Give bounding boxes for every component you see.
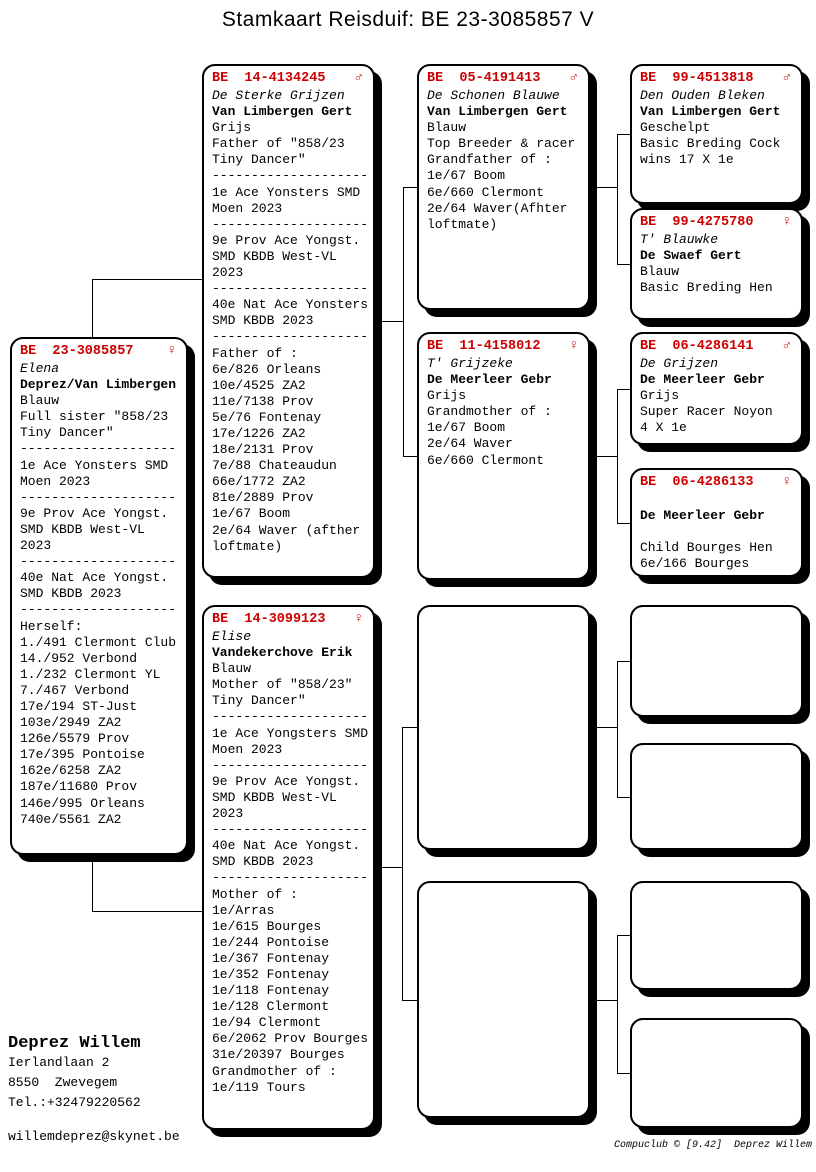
pedigree-box-ggp-2 [630,208,803,320]
box-body [427,356,588,469]
connector-line [590,456,617,457]
pedigree-text-line [640,524,801,540]
pedigree-box-empty [417,881,590,1118]
pedigree-text-line: Mother of : [212,886,298,902]
pedigree-text-line: 6e/660 Clermont [427,452,545,468]
connector-line [375,867,402,868]
page-title: Stamkaart Reisduif: BE 23-3085857 V [221,8,595,31]
pedigree-text-line: De Meerleer Gebr [640,508,765,524]
pedigree-text-line: 17e/1226 ZA2 [212,425,306,441]
pedigree-text-line: Deprez/Van Limbergen [20,377,177,393]
pedigree-text-line: 1e/367 Fontenay [212,950,330,966]
pedigree-text-line: Blauw [427,120,467,136]
ring-number: BE 23-3085857 ♀ [20,343,176,359]
pedigree-text-line: 6e/166 Bourges [640,556,750,572]
pedigree-text-line: Tiny Dancer" [212,152,306,168]
pedigree-text-line: Basic Breding Cock [640,136,781,152]
pedigree-box-empty [630,743,803,850]
pedigree-box-empty [630,1018,803,1128]
pedigree-text-line: Grandmother of : [427,404,552,420]
pedigree-text-line: 6e/826 Orleans [212,361,322,377]
pedigree-text-line: 9e Prov Ace Yongst. [212,773,361,789]
pedigree-text-line: Grijs [212,120,252,136]
ring-number: BE 99-4513818 ♂ [640,70,791,86]
pedigree-box-subject [10,337,188,855]
pedigree-text-line: 1e Ace Yonsters SMD [212,184,361,200]
pedigree-text-line: 66e/1772 ZA2 [212,474,306,490]
pedigree-text-line: De Swaef Gert [640,248,742,264]
ring-number: BE 06-4286133 ♀ [640,474,791,490]
pedigree-text-line: SMD KBDB 2023 [212,313,314,329]
pedigree-text-line: Basic Breding Hen [640,280,773,296]
male-icon: ♂ [354,70,363,86]
connector-line [617,661,618,797]
owner-phone: Tel.:+32479220562 [8,1095,141,1110]
pedigree-text-line: Moen 2023 [20,473,91,489]
connector-line [402,727,417,728]
pedigree-text-line: 146e/995 Orleans [20,795,145,811]
pedigree-text-line: 1e/94 Clermont [212,1015,322,1031]
connector-line [402,1000,417,1001]
ring-number: BE 14-4134245 ♂ [212,70,363,86]
pedigree-text-line: 2023 [20,538,52,554]
pedigree-text-line: 1e/Arras [212,902,275,918]
pedigree-text-line: Tiny Dancer" [20,425,114,441]
box-body [640,232,801,296]
connector-line [590,1000,617,1001]
connector-line [92,279,202,280]
pedigree-text-line: 10e/4525 ZA2 [212,377,306,393]
pedigree-text-line: 31e/20397 Bourges [212,1047,345,1063]
pedigree-text-line: 1e/118 Fontenay [212,983,330,999]
pedigree-box-father [202,64,375,578]
ring-number: BE 99-4275780 ♀ [640,214,791,230]
pedigree-text-line: 2023 [212,265,244,281]
pedigree-text-line: 162e/6258 ZA2 [20,763,122,779]
pedigree-box-ggp-4 [630,468,803,577]
pedigree-text-line: SMD KBDB 2023 [212,854,314,870]
pedigree-text-line: -------------------- [212,168,369,184]
pedigree-text-line: 1e Ace Yongsters SMD [212,725,369,741]
box-body [212,629,373,1096]
pedigree-text-line: 9e Prov Ace Yongst. [212,232,361,248]
connector-line [617,935,630,936]
pedigree-text-line: Blauw [212,661,252,677]
pedigree-box-empty [417,605,590,850]
connector-line [92,279,93,337]
connector-line [92,855,93,911]
pedigree-text-line: 11e/7138 Prov [212,393,314,409]
pedigree-text-line: Den Ouden Bleken [640,88,765,103]
connector-line [617,134,618,264]
pedigree-text-line: Father of "858/23 [212,136,345,152]
female-icon: ♀ [167,343,176,359]
connector-line [617,797,630,798]
owner-email: willemdeprez@skynet.be [8,1129,180,1144]
box-body [640,356,801,436]
connector-line [403,187,404,456]
pedigree-text-line: -------------------- [212,870,369,886]
pedigree-text-line: 1e/67 Boom [427,168,506,184]
connector-line [617,389,630,390]
pedigree-text-line: 17e/395 Pontoise [20,747,145,763]
pedigree-box-grandmother-paternal [417,332,590,580]
female-icon: ♀ [354,611,363,627]
connector-line [590,727,617,728]
female-icon: ♀ [782,474,791,490]
pedigree-text-line: De Sterke Grijzen [212,88,345,103]
pedigree-text-line: 1e Ace Yonsters SMD [20,457,169,473]
connector-line [375,321,403,322]
ring-number: BE 06-4286141 ♂ [640,338,791,354]
ring-number: BE 14-3099123 ♀ [212,611,363,627]
box-body [427,88,588,233]
pedigree-box-grandfather-paternal [417,64,590,310]
connector-line [92,911,202,912]
box-body [212,88,373,555]
pedigree-text-line: Herself: [20,618,83,634]
pedigree-text-line: SMD KBDB West-VL [212,789,337,805]
pedigree-text-line: 17e/194 ST-Just [20,698,138,714]
pedigree-text-line: 40e Nat Ace Yongst. [20,570,169,586]
pedigree-text-line: 18e/2131 Prov [212,442,314,458]
pedigree-text-line: 2e/64 Waver [427,436,513,452]
pedigree-text-line: Elise [212,629,252,644]
pedigree-text-line: Blauw [20,393,60,409]
pedigree-text-line: wins 17 X 1e [640,152,734,168]
pedigree-text-line: -------------------- [20,554,177,570]
connector-line [402,727,403,1000]
owner-city: 8550 Zwevegem [8,1075,118,1090]
pedigree-text-line: 187e/11680 Prov [20,779,138,795]
pedigree-text-line: De Meerleer Gebr [427,372,552,388]
pedigree-text-line: Child Bourges Hen [640,540,773,556]
owner-address: Ierlandlaan 2 [8,1055,110,1070]
pedigree-text-line: 740e/5561 ZA2 [20,811,122,827]
pedigree-text-line: 1e/128 Clermont [212,999,330,1015]
pedigree-text-line: loftmate) [212,538,283,554]
pedigree-text-line: -------------------- [212,757,369,773]
connector-line [617,661,630,662]
pedigree-text-line: 1e/615 Bourges [212,918,322,934]
software-credit: Compuclub © [9.42] Deprez Willem [613,1140,812,1151]
pedigree-text-line: -------------------- [212,329,369,345]
pedigree-box-ggp-3 [630,332,803,445]
owner-name: Deprez Willem [8,1034,141,1053]
connector-line [617,523,630,524]
pedigree-text-line: 103e/2949 ZA2 [20,715,122,731]
pedigree-text-line: 1./232 Clermont YL [20,666,161,682]
ring-number: BE 11-4158012 ♀ [427,338,578,354]
pedigree-text-line: 14./952 Verbond [20,650,138,666]
pedigree-text-line: 81e/2889 Prov [212,490,314,506]
pedigree-text-line: -------------------- [212,822,369,838]
pedigree-box-empty [630,881,803,990]
pedigree-text-line: 2e/64 Waver(Afhter [427,200,568,216]
pedigree-text-line: SMD KBDB West-VL [212,248,337,264]
pedigree-text-line: Grijs [640,388,680,404]
pedigree-text-line: 6e/660 Clermont [427,184,545,200]
pedigree-text-line: Grandmother of : [212,1063,337,1079]
connector-line [617,389,618,523]
pedigree-text-line: Geschelpt [640,120,711,136]
pedigree-box-empty [630,605,803,717]
pedigree-text-line: T' Grijzeke [427,356,513,371]
pedigree-text-line: Grijs [427,388,467,404]
pedigree-text-line: Blauw [640,264,680,280]
pedigree-text-line: Moen 2023 [212,200,283,216]
pedigree-text-line: 9e Prov Ace Yongst. [20,505,169,521]
pedigree-text-line: Van Limbergen Gert [640,104,781,120]
pedigree-text-line: -------------------- [20,602,177,618]
pedigree-text-line: Van Limbergen Gert [212,104,353,120]
pedigree-text-line: 126e/5579 Prov [20,731,130,747]
connector-line [617,134,630,135]
connector-line [617,1073,630,1074]
female-icon: ♀ [569,338,578,354]
pedigree-text-line: 7e/88 Chateaudun [212,458,337,474]
pedigree-text-line: -------------------- [212,216,369,232]
male-icon: ♂ [782,338,791,354]
pedigree-text-line: 1e/67 Boom [427,420,506,436]
box-body [640,492,801,572]
pedigree-text-line: 1e/244 Pontoise [212,934,330,950]
connector-line [403,456,417,457]
pedigree-text-line: 1./491 Clermont Club [20,634,177,650]
pedigree-text-line: De Schonen Blauwe [427,88,560,103]
male-icon: ♂ [569,70,578,86]
pedigree-text-line: -------------------- [212,281,369,297]
connector-line [617,935,618,1073]
pedigree-text-line: 5e/76 Fontenay [212,409,322,425]
pedigree-text-line: 1e/67 Boom [212,506,291,522]
pedigree-text-line: Tiny Dancer" [212,693,306,709]
pedigree-text-line: 40e Nat Ace Yongst. [212,838,361,854]
pedigree-box-mother [202,605,375,1130]
pedigree-text-line: -------------------- [20,489,177,505]
pedigree-text-line: 1e/119 Tours [212,1079,306,1095]
pedigree-text-line: 6e/2062 Prov Bourges [212,1031,369,1047]
pedigree-text-line: -------------------- [20,441,177,457]
connector-line [403,187,417,188]
pedigree-text-line: Grandfather of : [427,152,552,168]
pedigree-text-line: Top Breeder & racer [427,136,576,152]
pedigree-text-line: Vandekerchove Erik [212,645,353,661]
pedigree-text-line: SMD KBDB West-VL [20,521,145,537]
connector-line [590,187,617,188]
connector-line [617,264,630,265]
pedigree-text-line: Moen 2023 [212,741,283,757]
pedigree-text-line: De Meerleer Gebr [640,372,765,388]
pedigree-text-line: 2023 [212,806,244,822]
pedigree-text-line: Elena [20,361,60,376]
pedigree-text-line: loftmate) [427,216,498,232]
pedigree-text-line: SMD KBDB 2023 [20,586,122,602]
pedigree-text-line: -------------------- [212,709,369,725]
pedigree-text-line: Van Limbergen Gert [427,104,568,120]
male-icon: ♂ [782,70,791,86]
pedigree-text-line: Full sister "858/23 [20,409,169,425]
pedigree-text-line: 2e/64 Waver (afther [212,522,361,538]
pedigree-text-line: De Grijzen [640,356,719,371]
ring-number: BE 05-4191413 ♂ [427,70,578,86]
pedigree-text-line: Father of : [212,345,298,361]
pedigree-text-line: Super Racer Noyon [640,404,773,420]
box-body [640,88,801,168]
pedigree-box-ggp-1 [630,64,803,204]
pedigree-text-line [640,492,801,508]
pedigree-text-line: T' Blauwke [640,232,719,247]
pedigree-text-line: 7./467 Verbond [20,682,130,698]
female-icon: ♀ [782,214,791,230]
owner-contact-block [8,1034,180,1144]
pedigree-text-line: 40e Nat Ace Yonsters [212,297,369,313]
pedigree-text-line: 1e/352 Fontenay [212,966,330,982]
pedigree-text-line: 4 X 1e [640,420,687,436]
pedigree-text-line: Mother of "858/23" [212,677,353,693]
box-body [20,361,186,828]
